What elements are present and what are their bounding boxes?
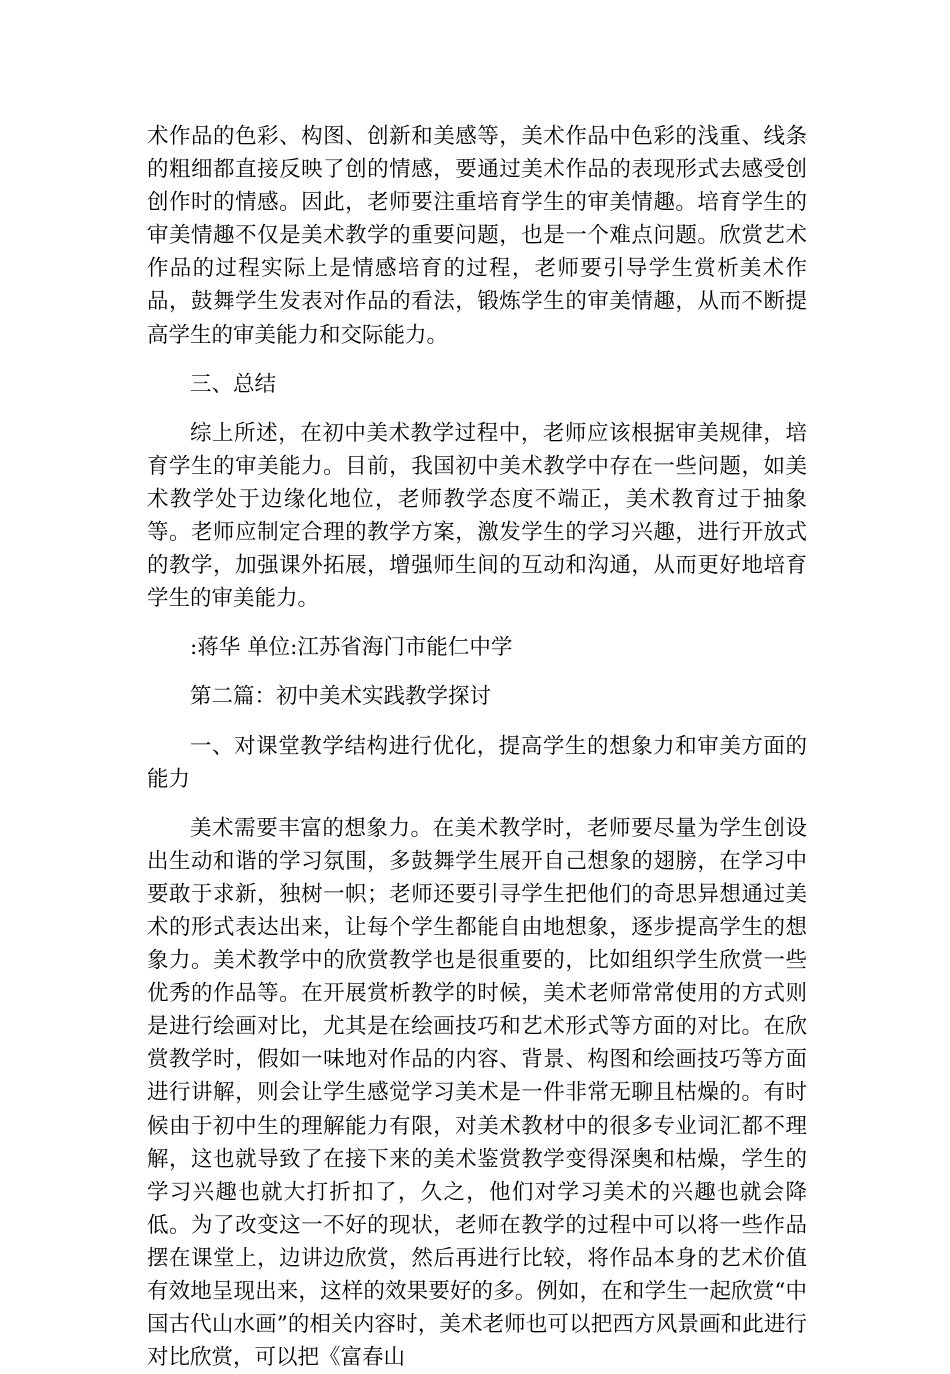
chapter-title: 第二篇：初中美术实践教学探讨	[190, 684, 492, 710]
paragraph-summary: 综上所述，在初中美术教学过程中，老师应该根据审美规律，培育学生的审美能力。目前，我国初中美术教学中存在一些问题，如美术教学处于边缘化地位，老师教学态度不端正，美术教育过于抽象等。老师应制定合理的教学方案，激发学生的学习兴趣，进行开放式的教学，加强课外拓展，增强师生间的互动和沟通，从而更好地培育学生的审美能力。	[147, 420, 807, 612]
section-heading-summary: 三、总结	[190, 371, 277, 397]
section-heading-1: 一、对课堂教学结构进行优化，提高学生的想象力和审美方面的能力	[147, 733, 807, 792]
paragraph-continuation: 术作品的色彩、构图、创新和美感等，美术作品中色彩的浅重、线条的粗细都直接反映了创的情感，要通过美术作品的表现形式去感受创创作时的情感。因此，老师要注重培育学生的审美情趣。培育学生的审美情趣不仅是美术教学的重要问题，也是一个难点问题。欣赏艺术作品的过程实际上是情感培育的过程，老师要引导学生赏析美术作品，鼓舞学生发表对作品的看法，锻炼学生的审美情趣，从而不断提高学生的审美能力和交际能力。	[147, 124, 807, 348]
paragraph-imagination: 美术需要丰富的想象力。在美术教学时，老师要尽量为学生创设出生动和谐的学习氛围，多鼓舞学生展开自己想象的翅膀，在学习中要敢于求新，独树一帜；老师还要引寻学生把他们的奇思异想通过美术的形式表达出来，让每个学生都能自由地想象，逐步提高学生的想象力。美术教学中的欣赏教学也是很重要的，比如组织学生欣赏一些优秀的作品等。在开展赏析教学的时候，美术老师常常使用的方式则是进行绘画对比，尤其是在绘画技巧和艺术形式等方面的对比。在欣赏教学时，假如一味地对作品的内容、背景、构图和绘画技巧等方面进行讲解，则会让学生感觉学习美术是一件非常无聊且枯燥的。有时候由于初中生的理解能力有限，对美术教材中的很多专业词汇都不理解，这也就导致了在接下来的美术鉴赏教学变得深奥和枯燥，学生的学习兴趣也就大打折扣了，久之，他们对学习美术的兴趣也就会降低。为了改变这一不好的现状，老师在教学的过程中可以将一些作品摆在课堂上，边讲边欣赏，然后再进行比较，将作品本身的艺术价值有效地呈现出来，这样的效果要好的多。例如，在和学生一起欣赏“中国古代山水画”的相关内容时，美术老师也可以把西方风景画和此进行对比欣赏，可以把《富春山	[147, 815, 807, 1371]
document-body	[147, 120, 807, 1374]
author-affiliation: :蒋华 单位:江苏省海门市能仁中学	[190, 635, 513, 661]
